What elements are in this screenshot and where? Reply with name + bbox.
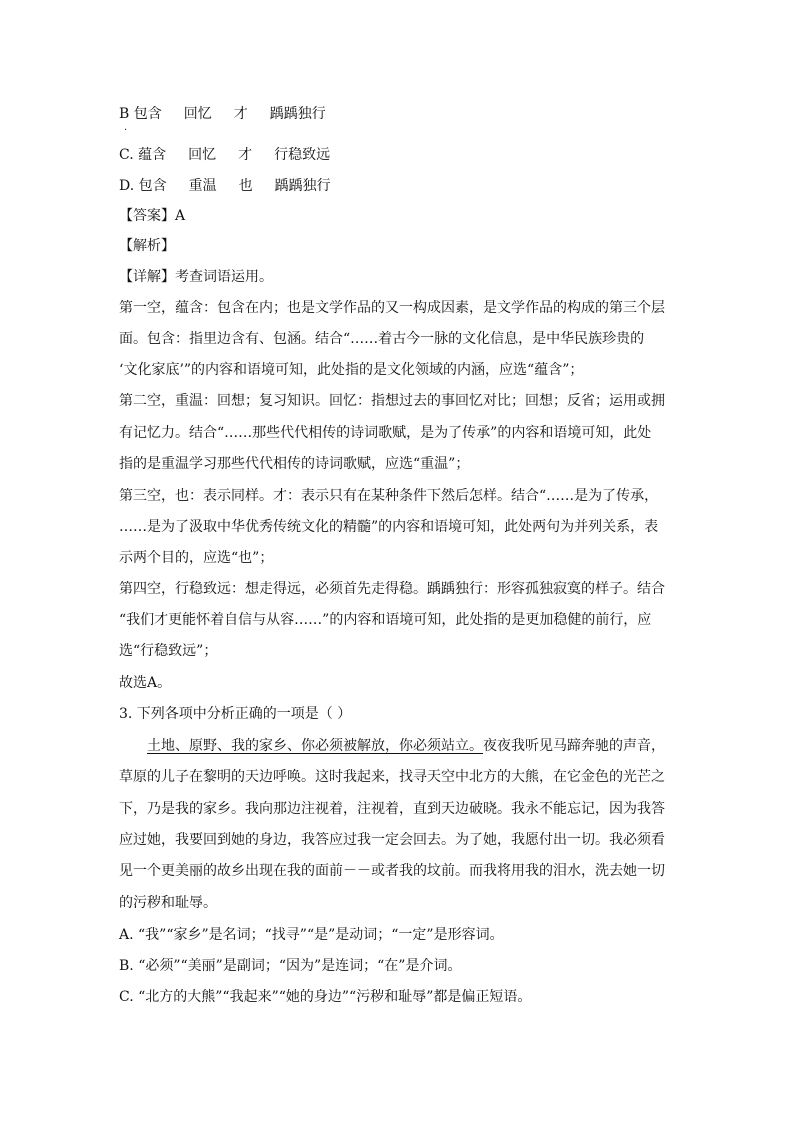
passage-first-rest: 夜夜我听见马蹄奔驰的声音， [483, 738, 665, 754]
explanation-line: 第一空，蕴含：包含在内；也是文学作品的又一构成因素，是文学作品的构成的第三个层 [119, 300, 665, 316]
analysis-heading: 【解析】 [119, 238, 175, 254]
explanation-line: 面。包含：指里边含有、包涵。结合“……着古今一脉的文化信息，是中华民族珍贵的 [119, 331, 645, 347]
passage-underlined: 土地、原野、我的家乡、你必须被解放，你必须站立。 [147, 738, 483, 754]
option-c-word-2: 回忆 [188, 147, 217, 163]
question-3: 3. 下列各项中分析正确的一项是（ ） [119, 706, 352, 722]
explanation-line: “我们才更能怀着自信与从容……”的内容和语境可知，此处指的是更加稳健的前行，应 [119, 612, 652, 628]
passage-line: 下，乃是我的家乡。我向那边注视着，注视着，直到天边破晓。我永不能忘记，因为我答 [119, 801, 665, 817]
choice-b: B. “必须”“美丽”是副词；“因为”是连词；“在”是介词。 [119, 958, 462, 974]
explanation-line: 故选A。 [119, 675, 172, 691]
explanation-line: 选“行稳致远”； [119, 643, 218, 659]
option-b-dot: · [124, 125, 128, 136]
choice-a: A. “我”“家乡”是名词；“找寻”“是”是动词；“一定”是形容词。 [119, 927, 504, 943]
option-b-word-1: B 包含 [119, 106, 162, 122]
passage-line: 应过她，我要回到她的身边，我答应过我一定会回去。为了她，我愿付出一切。我必须看 [119, 832, 665, 848]
answer-line: 【答案】A [119, 208, 186, 224]
passage-line: 的污秽和耻辱。 [119, 895, 217, 911]
option-d-word-1: D. 包含 [119, 178, 167, 194]
passage-line: 草原的儿子在黎明的天边呼唤。这时我起来，找寻天空中北方的大熊，在它金色的光芒之 [119, 769, 665, 785]
option-c-word-1: C. 蕴含 [119, 147, 167, 163]
explanation-line: 指的是重温学习那些代代相传的诗词歌赋，应选“重温”； [119, 456, 470, 472]
option-c-word-4: 行稳致远 [274, 147, 331, 163]
passage-line: 见一个更美丽的故乡出现在我的面前－－或者我的坟前。而我将用我的泪水，洗去她一切 [119, 863, 665, 879]
explanation-line: ‘文化家底’”的内容和语境可知，此处指的是文化领域的内涵，应选“蕴含”； [119, 362, 584, 378]
explanation-line: ……是为了汲取中华优秀传统文化的精髓”的内容和语境可知，此处两句为并列关系，表 [119, 519, 659, 535]
option-b-word-4: 踽踽独行 [269, 106, 326, 122]
option-c-word-3: 才 [238, 147, 253, 163]
option-c [119, 145, 679, 165]
detail-line: 【详解】考查词语运用。 [119, 269, 273, 285]
option-d-word-3: 也 [238, 178, 253, 194]
explanation-line: 示两个目的，应选“也”； [119, 550, 274, 566]
option-b-word-3: 才 [233, 106, 248, 122]
option-b-word-2: 回忆 [183, 106, 212, 122]
explanation-line: 第二空，重温：回想；复习知识。回忆：指想过去的事回忆对比；回想；反省；运用或拥 [119, 393, 665, 409]
explanation-line: 第四空，行稳致远：想走得远，必须首先走得稳。踽踽独行：形容孤独寂寞的样子。结合 [119, 581, 665, 597]
explanation-line: 有记忆力。结合“……那些代代相传的诗词歌赋，是为了传承”的内容和语境可知，此处 [119, 425, 652, 441]
explanation-line: 第三空，也：表示同样。才：表示只有在某种条件下然后怎样。结合“……是为了传承， [119, 488, 659, 504]
choice-c: C. “北方的大熊”“我起来”“她的身边”“污秽和耻辱”都是偏正短语。 [119, 989, 532, 1005]
option-d [119, 176, 679, 196]
option-d-word-4: 踽踽独行 [274, 178, 331, 194]
option-d-word-2: 重温 [188, 178, 217, 194]
passage-first-line [147, 736, 679, 756]
option-b [119, 104, 679, 124]
